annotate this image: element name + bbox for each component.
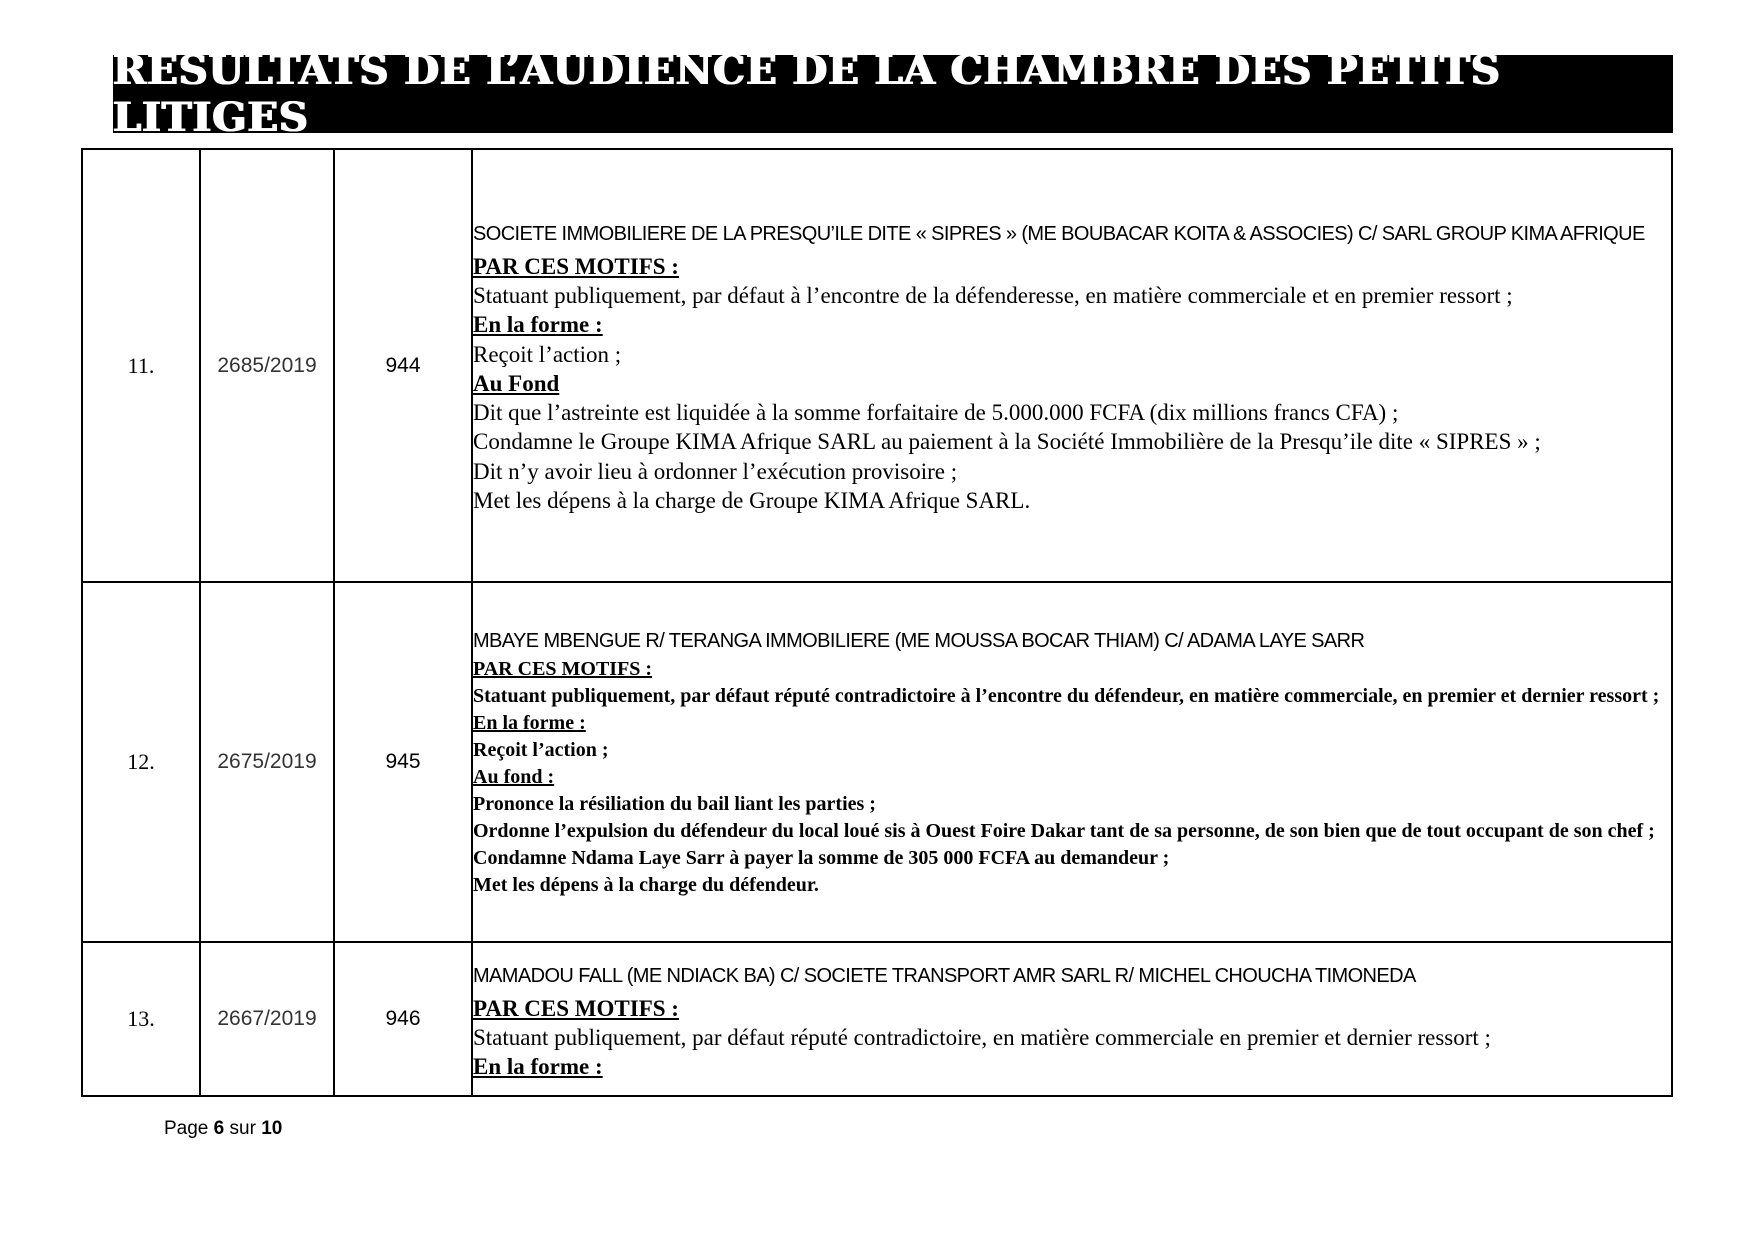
table-row — [82, 942, 1672, 1096]
forme-text: Reçoit l’action ; — [473, 738, 609, 761]
parties-text: SOCIETE IMMOBILIERE DE LA PRESQU’ILE DITE « SIPRES » (ME BOUBACAR KOITA & ASSOCIES) C/ SARL GROUP KIMA AFRIQUE — [473, 222, 1645, 245]
forme-heading: En la forme : — [473, 711, 586, 734]
fond-heading: Au Fond — [473, 370, 560, 396]
title-banner — [113, 47, 1673, 141]
forme-text: Reçoit l’action ; — [473, 341, 622, 367]
forme-heading: En la forme : — [473, 312, 603, 338]
fond-line: Prononce la résiliation du bail liant les parties ; — [473, 792, 876, 815]
jugement-number: 946 — [334, 942, 472, 1096]
motifs-heading: PAR CES MOTIFS : — [473, 253, 679, 279]
decision-cell — [472, 582, 1672, 942]
table-row — [82, 582, 1672, 942]
motifs-heading: PAR CES MOTIFS : — [473, 657, 653, 680]
statuant-text: Statuant publiquement, par défaut à l’encontre de la défenderesse, en matière commerciale et en premier ressort ; — [473, 282, 1513, 308]
rg-number: 2667/2019 — [200, 942, 334, 1096]
fond-line: Met les dépens à la charge de Groupe KIMA Afrique SARL. — [473, 488, 1031, 514]
fond-line: Condamne Ndama Laye Sarr à payer la somme de 305 000 FCFA au demandeur ; — [473, 846, 1170, 869]
rg-number: 2675/2019 — [200, 582, 334, 942]
forme-heading: En la forme : — [473, 1053, 603, 1079]
fond-line: Condamne le Groupe KIMA Afrique SARL au paiement à la Société Immobilière de la Presqu’ile dite « SIPRES » ; — [473, 429, 1541, 455]
decision-cell — [472, 942, 1672, 1096]
page-total: 10 — [261, 1118, 283, 1139]
page-current: 6 — [213, 1118, 225, 1139]
table-row — [82, 149, 1672, 582]
results-table — [81, 148, 1673, 1097]
statuant-text: Statuant publiquement, par défaut réputé contradictoire à l’encontre du défendeur, en matière commerciale, en premier et dernier ressort ; — [473, 684, 1660, 707]
statuant-text: Statuant publiquement, par défaut réputé contradictoire, en matière commerciale en premier et dernier ressort ; — [473, 1024, 1491, 1050]
sur-label: sur — [229, 1118, 256, 1139]
page-title: RESULTATS DE L’AUDIENCE DE LA CHAMBRE DES PETITS LITIGES — [113, 47, 1501, 141]
row-number: 13. — [82, 942, 200, 1096]
jugement-number: 945 — [334, 582, 472, 942]
fond-line: Ordonne l’expulsion du défendeur du local loué sis à Ouest Foire Dakar tant de sa personne, de son bien que de tout occupant de son chef ; — [473, 819, 1655, 842]
page-footer — [164, 1118, 282, 1140]
fond-line: Dit n’y avoir lieu à ordonner l’exécution provisoire ; — [473, 458, 958, 484]
motifs-heading: PAR CES MOTIFS : — [473, 995, 679, 1021]
fond-line: Dit que l’astreinte est liquidée à la somme forfaitaire de 5.000.000 FCFA (dix millions francs CFA) ; — [473, 400, 1399, 426]
rg-number: 2685/2019 — [200, 149, 334, 582]
fond-line: Met les dépens à la charge du défendeur. — [473, 873, 819, 896]
fond-heading: Au fond : — [473, 765, 555, 788]
parties-text: MBAYE MBENGUE R/ TERANGA IMMOBILIERE (ME MOUSSA BOCAR THIAM) C/ ADAMA LAYE SARR — [473, 629, 1365, 652]
decision-cell — [472, 149, 1672, 582]
row-number: 11. — [82, 149, 200, 582]
parties-text: MAMADOU FALL (ME NDIACK BA) C/ SOCIETE TRANSPORT AMR SARL R/ MICHEL CHOUCHA TIMONEDA — [473, 964, 1416, 987]
page-label: Page — [164, 1118, 209, 1139]
row-number: 12. — [82, 582, 200, 942]
jugement-number: 944 — [334, 149, 472, 582]
